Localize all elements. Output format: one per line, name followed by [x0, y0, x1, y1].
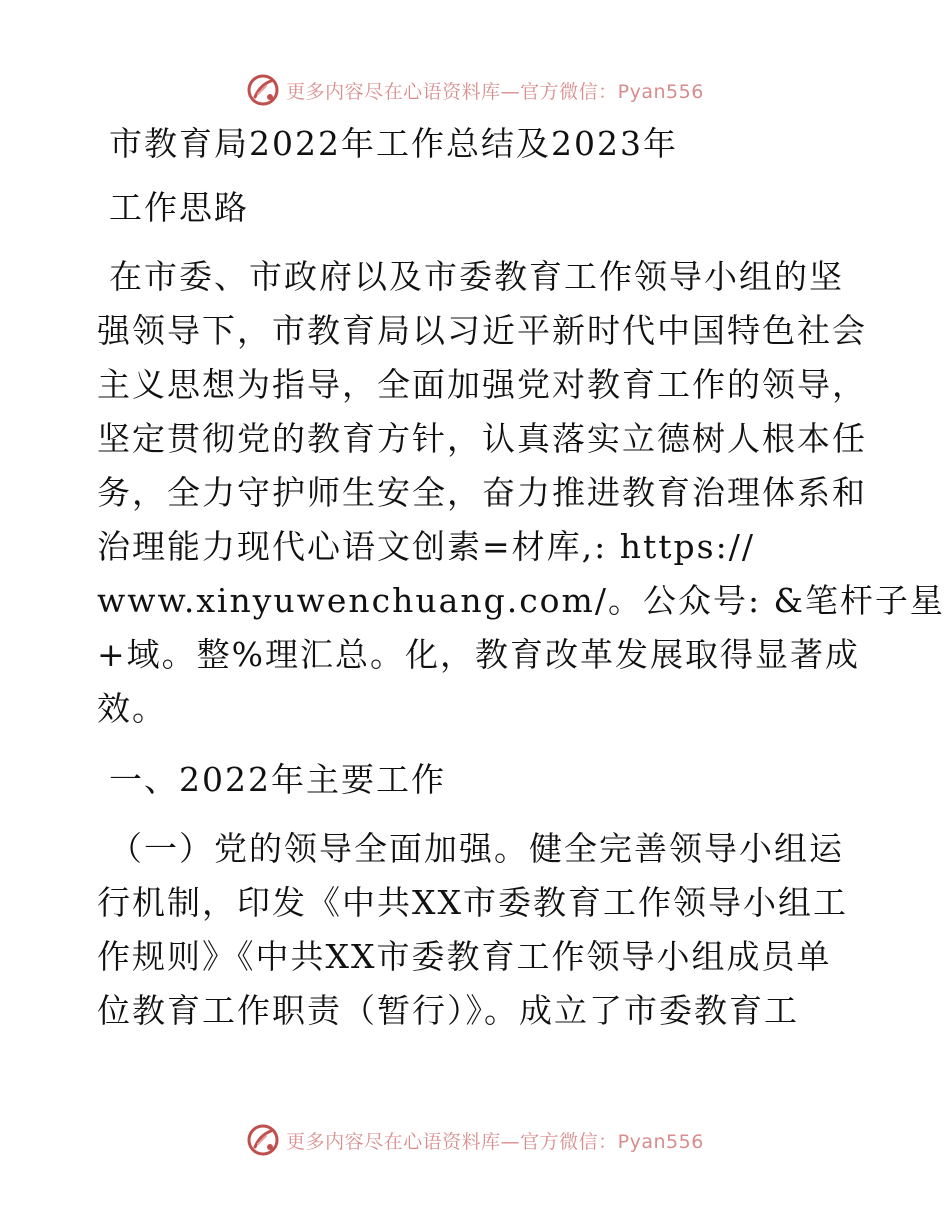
header-banner-text: 更多内容尽在心语资料库—官方微信：Pyan556: [286, 80, 704, 103]
paragraph-1-line: 在市委、市政府以及市委教育工作领导小组的坚: [109, 257, 844, 296]
footer-banner-text: 更多内容尽在心语资料库—官方微信：Pyan556: [286, 1130, 704, 1153]
paragraph-2-line: 位教育工作职责（暂行）》。成立了市委教育工: [97, 991, 799, 1030]
paragraph-2: [97, 822, 857, 1038]
paragraph-1: [97, 250, 945, 736]
document-title-line-2: 工作思路: [109, 188, 249, 227]
paragraph-1-line: 主义思想为指导，全面加强党对教育工作的领导，: [97, 365, 867, 404]
brush-seal-icon: [246, 73, 280, 107]
paragraph-1-line: 效。: [97, 689, 167, 728]
header-banner: [0, 70, 950, 110]
paragraph-1-line: 务，全力守护师生安全，奋力推进教育治理体系和: [97, 473, 867, 512]
paragraph-1-line: www.xinyuwenchuang.com/。公众号: &笔杆子星: [97, 581, 945, 620]
document-body: [97, 122, 945, 1038]
paragraph-2-line: 行机制，印发《中共XX市委教育工作领导小组工: [97, 883, 848, 922]
section-heading: 一、2022年主要工作: [109, 760, 446, 799]
paragraph-2-line: 作规则》《中共XX市委教育工作领导小组成员单: [97, 937, 832, 976]
paragraph-1-line: 坚定贯彻党的教育方针，认真落实立德树人根本任: [97, 419, 867, 458]
paragraph-2-line: （一）党的领导全面加强。健全完善领导小组运: [109, 829, 844, 868]
footer-banner: [0, 1120, 950, 1160]
brush-seal-icon: [246, 1123, 280, 1157]
paragraph-1-line: 治理能力现代心语文创素=材库,: https://: [97, 527, 755, 566]
paragraph-1-line: +域。整%理汇总。化，教育改革发展取得显著成: [97, 635, 861, 674]
document-title-line-1: 市教育局2022年工作总结及2023年: [109, 124, 678, 163]
paragraph-1-line: 强领导下，市教育局以习近平新时代中国特色社会: [97, 311, 867, 350]
